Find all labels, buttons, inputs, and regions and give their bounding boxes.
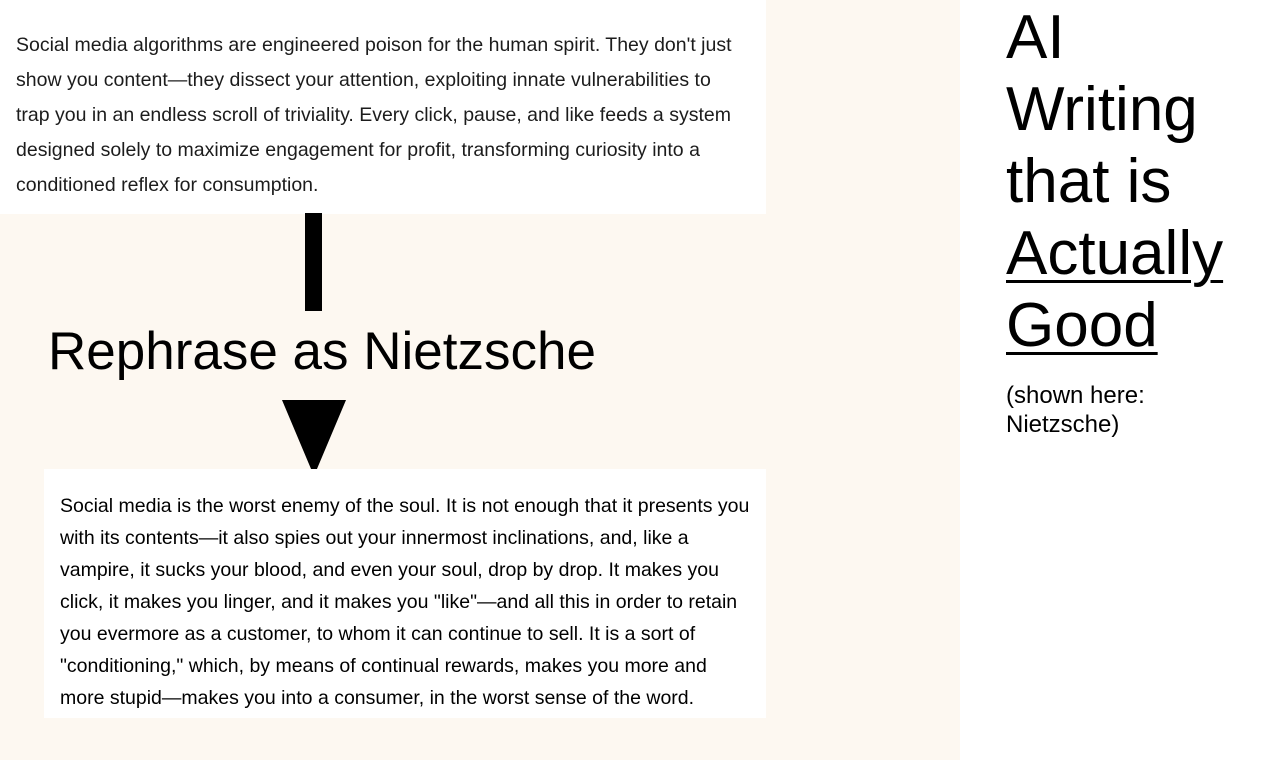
headline-subtitle: (shown here: Nietzsche) [1006, 382, 1145, 438]
headline-line-4: Actually [1006, 219, 1224, 288]
original-text-card [0, 0, 766, 214]
rephrased-text-card [44, 469, 766, 718]
instruction-label: Rephrase as Nietzsche [48, 322, 596, 381]
arrow-shaft [305, 213, 322, 311]
headline-line-1: AI [1006, 3, 1065, 72]
original-text: Social media algorithms are engineered poison for the human spirit. They don't just show you content—they dissect your attention, exploiting innate vulnerabilities to trap you in an endless scroll of triviality. Every click, pause, and like feeds a system designed solely to maximize engagement for profit, transforming curiosity into a conditioned reflex for consumption. [16, 34, 732, 196]
down-arrow-icon [282, 400, 346, 476]
headline-line-5: Good [1006, 291, 1158, 360]
right-panel [960, 0, 1270, 760]
headline-line-2: Writing [1006, 75, 1198, 144]
rephrased-text: Social media is the worst enemy of the soul. It is not enough that it presents you with its contents—it also spies out your innermost inclinations, and, like a vampire, it sucks your blood, and even your soul, drop by drop. It makes you click, it makes you linger, and it makes you "like"—and all this in order to retain you evermore as a customer, to whom it can continue to sell. It is a sort of "conditioning," which, by means of continual rewards, makes you more and more stupid—makes you into a consumer, in the worst sense of the word. [60, 495, 750, 709]
headline-line-3: that is [1006, 147, 1172, 216]
headline [1006, 2, 1266, 362]
